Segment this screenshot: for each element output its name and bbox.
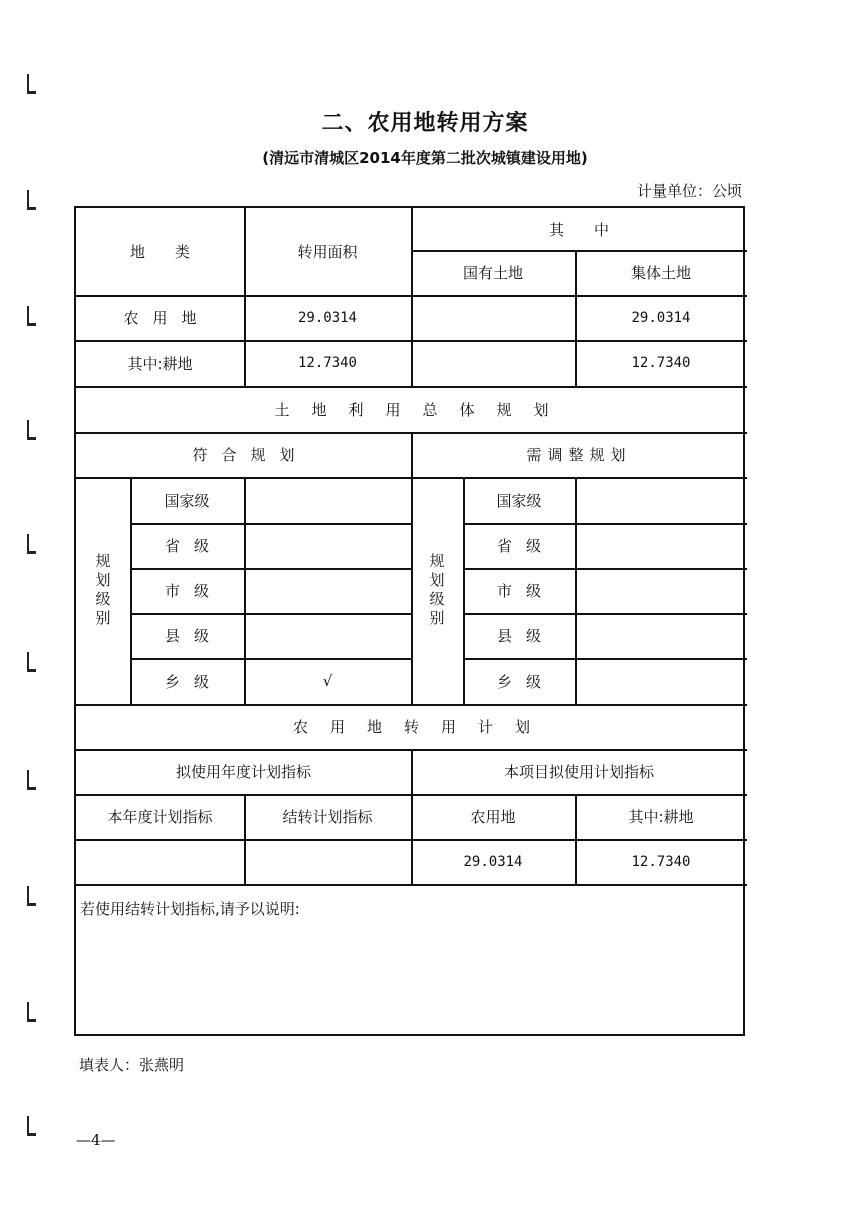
level-province-left: 省级 bbox=[164, 537, 223, 555]
header-state-land: 国有土地 bbox=[462, 264, 523, 282]
cultivated-state bbox=[411, 340, 575, 386]
binder-mark bbox=[27, 1002, 36, 1022]
section-land-use-plan: 土地利用总体规划 bbox=[274, 400, 571, 419]
level-label-left bbox=[76, 477, 130, 704]
annual-index-header: 拟使用年度计划指标 bbox=[175, 763, 311, 781]
binder-mark bbox=[27, 886, 36, 906]
level-national-left: 国家级 bbox=[164, 491, 210, 510]
conform-plan-header: 符合规划 bbox=[192, 446, 309, 464]
level-province-right: 省级 bbox=[496, 537, 555, 555]
carryover-index-header: 结转计划指标 bbox=[282, 808, 373, 826]
adjust-national-mark bbox=[575, 477, 747, 523]
page-number: —4— bbox=[76, 1131, 116, 1149]
binder-mark bbox=[27, 74, 36, 94]
conform-province-mark bbox=[244, 523, 411, 568]
cultivated-area: 12.7340 bbox=[297, 355, 357, 371]
farmland-area: 29.0314 bbox=[297, 309, 357, 326]
current-year-index-value bbox=[76, 839, 244, 884]
header-collective-land: 集体土地 bbox=[630, 264, 691, 282]
binder-mark bbox=[27, 652, 36, 672]
conversion-table bbox=[74, 206, 745, 1036]
level-township-left: 乡级 bbox=[164, 672, 223, 691]
cultivated-index-value: 12.7340 bbox=[631, 853, 691, 870]
header-converted-area: 转用面积 bbox=[297, 243, 358, 261]
level-label-text: 规划级别 bbox=[93, 552, 112, 629]
level-county-right: 县级 bbox=[496, 627, 555, 645]
level-city-right: 市级 bbox=[496, 582, 555, 600]
binder-mark bbox=[27, 1116, 36, 1136]
page-title: 二、农用地转用方案 bbox=[321, 111, 529, 136]
binder-mark bbox=[27, 770, 36, 790]
level-county-left: 县级 bbox=[164, 627, 223, 645]
farmland-index-value: 29.0314 bbox=[463, 853, 523, 870]
section-conversion-plan: 农用地转用计划 bbox=[292, 718, 552, 736]
farmland-state bbox=[411, 295, 575, 340]
row-label-cultivated: 其中:耕地 bbox=[127, 354, 193, 373]
adjust-city-mark bbox=[575, 568, 747, 613]
adjust-county-mark bbox=[575, 613, 747, 658]
cultivated-index-header: 其中:耕地 bbox=[628, 808, 694, 826]
header-of-which: 其中 bbox=[548, 220, 639, 239]
level-label-text: 规划级别 bbox=[427, 552, 446, 629]
farmland-index-header: 农用地 bbox=[470, 808, 516, 826]
cultivated-collective: 12.7340 bbox=[631, 355, 691, 371]
project-index-header: 本项目拟使用计划指标 bbox=[503, 763, 654, 781]
binder-mark bbox=[27, 190, 36, 210]
conform-city-mark bbox=[244, 568, 411, 613]
adjust-township-mark bbox=[575, 658, 747, 704]
level-city-left: 市级 bbox=[164, 582, 223, 600]
carryover-note: 若使用结转计划指标,请予以说明: bbox=[80, 900, 300, 918]
binder-mark bbox=[27, 420, 36, 440]
conform-national-mark bbox=[244, 477, 411, 523]
carryover-index-value bbox=[244, 839, 411, 884]
row-label-farmland: 农用地 bbox=[123, 309, 211, 327]
level-township-right: 乡级 bbox=[496, 672, 555, 691]
filler-name: 填表人：张燕明 bbox=[79, 1056, 185, 1074]
page-subtitle: (清远市清城区2014年度第二批次城镇建设用地) bbox=[262, 149, 588, 167]
conform-county-mark bbox=[244, 613, 411, 658]
level-label-right bbox=[411, 477, 463, 704]
current-year-index-header: 本年度计划指标 bbox=[107, 808, 213, 826]
header-land-type: 地类 bbox=[129, 243, 220, 261]
level-national-right: 国家级 bbox=[496, 491, 542, 510]
binder-mark bbox=[27, 306, 36, 326]
binder-mark bbox=[27, 534, 36, 554]
adjust-plan-header: 需调整规划 bbox=[526, 446, 632, 464]
conform-township-mark: √ bbox=[322, 672, 333, 690]
unit-label: 计量单位：公顷 bbox=[636, 182, 742, 200]
adjust-province-mark bbox=[575, 523, 747, 568]
farmland-collective: 29.0314 bbox=[631, 309, 691, 326]
